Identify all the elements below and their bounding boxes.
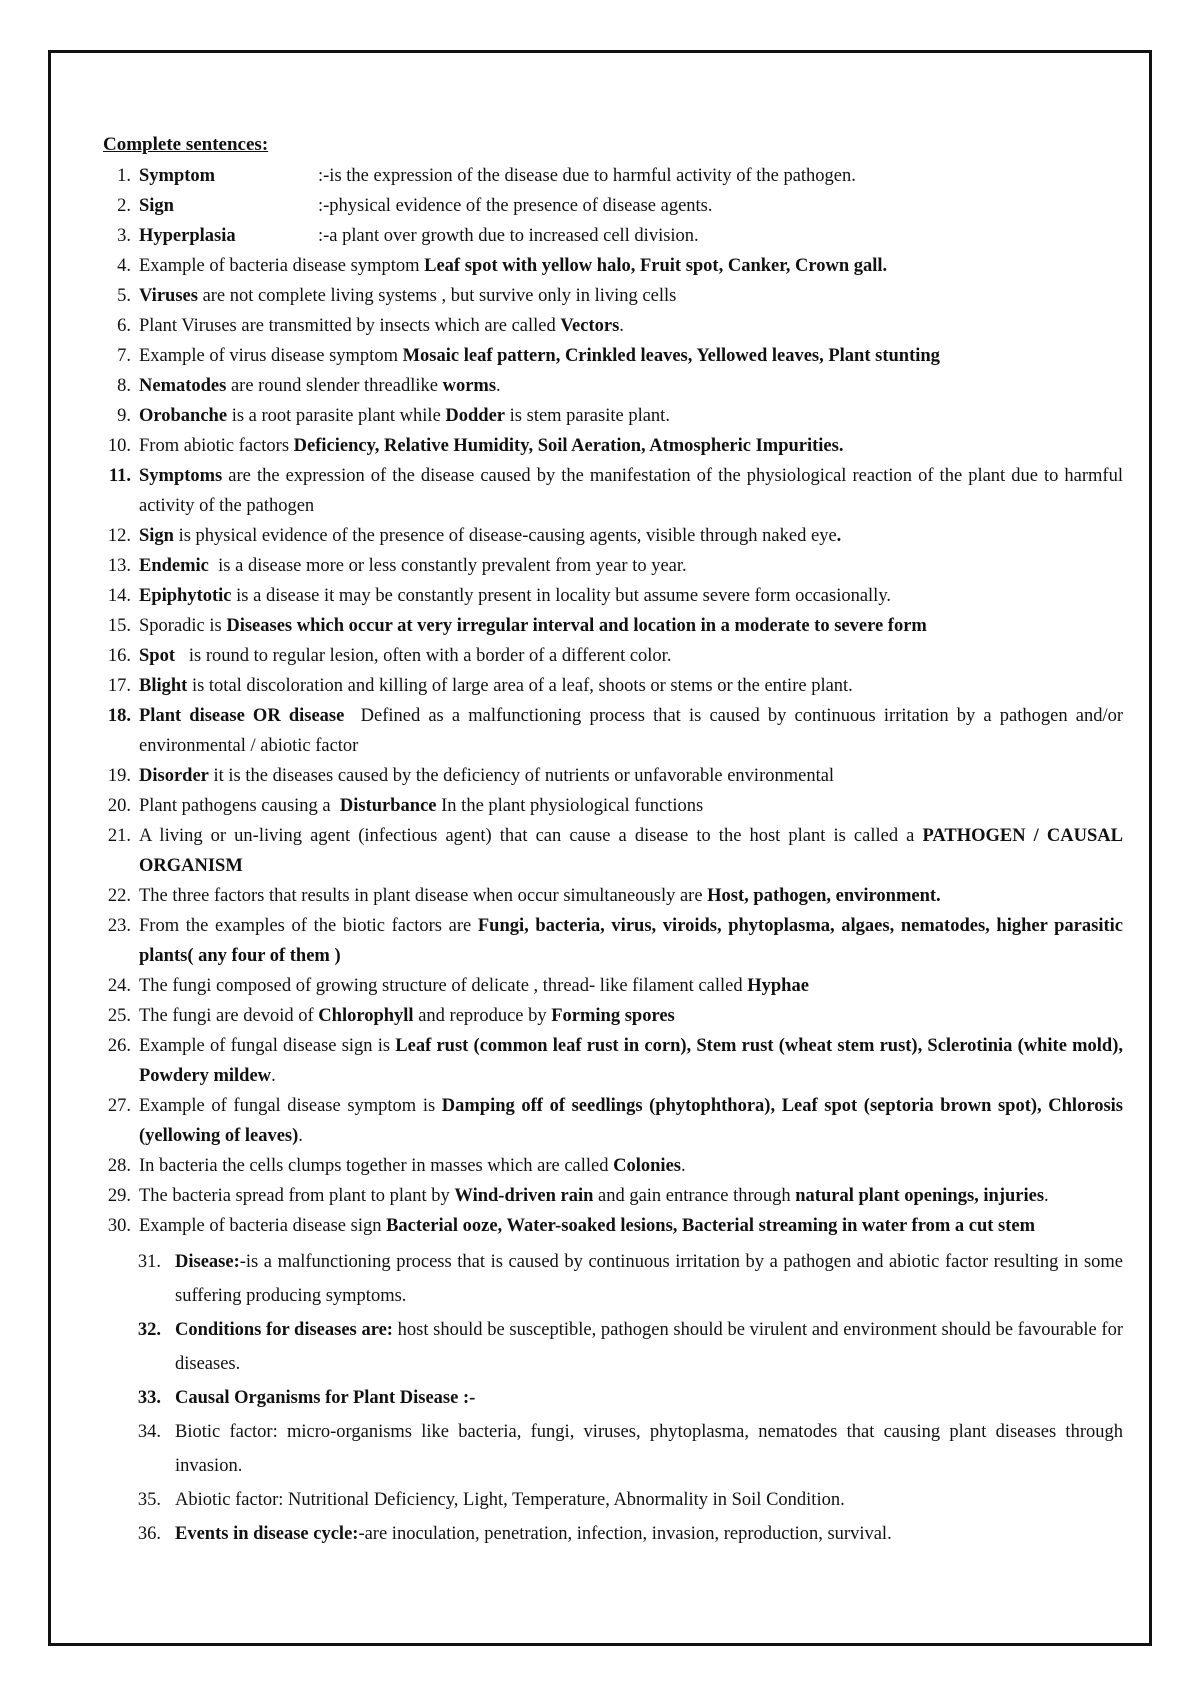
item-text: Example of fungal disease symptom is Damping off of seedlings (phytophthora), Leaf spot (septoria brown spot), Chlorosis (yellowing of leaves). (139, 1096, 1123, 1146)
item-text: Nematodes are round slender threadlike worms. (139, 376, 501, 396)
item-number: 19. (107, 766, 131, 786)
item-text: Blight is total discoloration and killing of large area of a leaf, shoots or stems or the entire plant. (139, 676, 853, 696)
item-text: Spot is round to regular lesion, often with a border of a different color. (139, 646, 672, 666)
item-text: The fungi composed of growing structure of delicate , thread- like filament called Hyphae (139, 976, 809, 996)
list-item (83, 641, 1123, 671)
list-item (83, 761, 1123, 791)
item-number: 1. (117, 166, 131, 186)
item-text: Orobanche is a root parasite plant while Dodder is stem parasite plant. (139, 406, 670, 426)
item-text: In bacteria the cells clumps together in masses which are called Colonies. (139, 1156, 686, 1176)
list-item (83, 1483, 1123, 1517)
list-item (83, 191, 1123, 221)
item-number: 32. (137, 1320, 161, 1340)
item-text: Hyperplasia :-a plant over growth due to increased cell division. (139, 221, 1123, 251)
item-text: Sign is physical evidence of the presence of disease-causing agents, visible through naked eye. (139, 526, 842, 546)
item-number: 25. (107, 1006, 131, 1026)
item-text: Endemic is a disease more or less constantly prevalent from year to year. (139, 556, 687, 576)
item-text: Example of fungal disease sign is Leaf rust (common leaf rust in corn), Stem rust (wheat stem rust), Sclerotinia (white mold), Powdery mildew. (139, 1036, 1123, 1086)
list-item (83, 1031, 1123, 1091)
list-item (83, 821, 1123, 881)
item-number: 36. (137, 1524, 161, 1544)
item-number: 29. (107, 1186, 131, 1206)
list-item (83, 161, 1123, 191)
list-item (83, 581, 1123, 611)
item-text: Sporadic is Diseases which occur at very irregular interval and location in a moderate to severe form (139, 616, 927, 636)
item-number: 3. (117, 226, 131, 246)
list-item (83, 1091, 1123, 1151)
item-text: Example of bacteria disease symptom Leaf spot with yellow halo, Fruit spot, Canker, Crown gall. (139, 256, 888, 276)
item-number: 14. (107, 586, 131, 606)
item-text: Epiphytotic is a disease it may be constantly present in locality but assume severe form occasionally. (139, 586, 892, 606)
item-text: Plant disease OR disease Defined as a malfunctioning process that is caused by continuous irritation by a pathogen and/or environmental / abiotic factor (139, 706, 1123, 756)
list-item (83, 671, 1123, 701)
list-item (83, 1415, 1123, 1483)
term-label: Sign (139, 196, 174, 216)
item-text: A living or un-living agent (infectious agent) that can cause a disease to the host plant is called a PATHOGEN / CAUSAL ORGANISM (139, 826, 1123, 876)
list-item (83, 401, 1123, 431)
list-item (83, 701, 1123, 761)
item-number: 28. (107, 1156, 131, 1176)
item-number: 30. (107, 1216, 131, 1236)
item-text: Example of bacteria disease sign Bacterial ooze, Water-soaked lesions, Bacterial streaming in water from a cut stem (139, 1216, 1036, 1236)
item-text: Example of virus disease symptom Mosaic leaf pattern, Crinkled leaves, Yellowed leaves, Plant stunting (139, 346, 940, 366)
section-heading: Complete sentences: (103, 134, 269, 155)
list-item (83, 551, 1123, 581)
item-text: Symptom :-is the expression of the disease due to harmful activity of the pathogen. (139, 161, 1123, 191)
list-item (83, 461, 1123, 521)
list-item (83, 611, 1123, 641)
item-text: Disorder it is the diseases caused by the deficiency of nutrients or unfavorable environmental (139, 766, 835, 786)
item-number: 20. (107, 796, 131, 816)
item-text: Biotic factor: micro-organisms like bacteria, fungi, viruses, phytoplasma, nematodes that causing plant diseases through invasion. (175, 1422, 1123, 1476)
item-number: 6. (117, 316, 131, 336)
item-text: The bacteria spread from plant to plant by Wind-driven rain and gain entrance through natural plant openings, injuries. (139, 1186, 1049, 1206)
item-text: From the examples of the biotic factors are Fungi, bacteria, virus, viroids, phytoplasma, algaes, nematodes, higher parasitic plants( any four of them ) (139, 916, 1123, 966)
item-number: 7. (117, 346, 131, 366)
list-item (83, 1517, 1123, 1551)
item-number: 10. (107, 436, 131, 456)
item-number: 18. (107, 706, 131, 726)
term-label: Hyperplasia (139, 226, 236, 246)
list-item (83, 911, 1123, 971)
item-number: 12. (107, 526, 131, 546)
list-item (83, 521, 1123, 551)
item-number: 2. (117, 196, 131, 216)
item-number: 13. (107, 556, 131, 576)
item-text: From abiotic factors Deficiency, Relative Humidity, Soil Aeration, Atmospheric Impurities. (139, 436, 844, 456)
item-number: 4. (117, 256, 131, 276)
item-number: 8. (117, 376, 131, 396)
item-text: Abiotic factor: Nutritional Deficiency, Light, Temperature, Abnormality in Soil Condition. (175, 1490, 845, 1510)
item-text: Plant Viruses are transmitted by insects which are called Vectors. (139, 316, 624, 336)
item-number: 9. (117, 406, 131, 426)
item-number: 23. (107, 916, 131, 936)
page-border (48, 50, 1152, 1646)
item-text: Disease:-is a malfunctioning process that is caused by continuous irritation by a pathogen and abiotic factor resulting in some suffering producing symptoms. (175, 1252, 1123, 1306)
list-item (83, 1381, 1123, 1415)
list-item (83, 1211, 1123, 1241)
item-text: The fungi are devoid of Chlorophyll and reproduce by Forming spores (139, 1006, 675, 1026)
item-text: Sign :-physical evidence of the presence of disease agents. (139, 191, 1123, 221)
item-number: 5. (117, 286, 131, 306)
item-number: 21. (107, 826, 131, 846)
item-number: 11. (108, 466, 131, 486)
list-item (83, 1313, 1123, 1381)
item-text: Events in disease cycle:-are inoculation, penetration, infection, invasion, reproduction, survival. (175, 1524, 892, 1544)
list-item (83, 1181, 1123, 1211)
item-text: Viruses are not complete living systems , but survive only in living cells (139, 286, 677, 306)
list-item (83, 371, 1123, 401)
list-item (83, 1001, 1123, 1031)
item-number: 34. (137, 1422, 161, 1442)
item-text: Plant pathogens causing a Disturbance In the plant physiological functions (139, 796, 704, 816)
item-number: 27. (107, 1096, 131, 1116)
list-item (83, 431, 1123, 461)
list-item (83, 341, 1123, 371)
list-item (83, 281, 1123, 311)
list-item (83, 791, 1123, 821)
list-item (83, 1245, 1123, 1313)
list-item (83, 1151, 1123, 1181)
item-number: 26. (107, 1036, 131, 1056)
term-label: Symptom (139, 166, 216, 186)
document-content (83, 133, 1123, 1551)
list-item (83, 311, 1123, 341)
numbered-list-secondary (83, 1245, 1123, 1551)
list-item (83, 221, 1123, 251)
list-item (83, 881, 1123, 911)
list-item (83, 971, 1123, 1001)
item-number: 24. (107, 976, 131, 996)
item-number: 17. (107, 676, 131, 696)
item-text: The three factors that results in plant disease when occur simultaneously are Host, pathogen, environment. (139, 886, 941, 906)
item-number: 31. (137, 1252, 161, 1272)
item-text: Symptoms are the expression of the disease caused by the manifestation of the physiological reaction of the plant due to harmful activity of the pathogen (139, 466, 1123, 516)
list-item (83, 251, 1123, 281)
item-number: 22. (107, 886, 131, 906)
item-number: 15. (107, 616, 131, 636)
numbered-list (83, 161, 1123, 1241)
item-number: 35. (137, 1490, 161, 1510)
item-number: 33. (137, 1388, 161, 1408)
item-text: Conditions for diseases are: host should be susceptible, pathogen should be virulent and environment should be favourable for diseases. (175, 1320, 1123, 1374)
item-text: Causal Organisms for Plant Disease :- (175, 1388, 476, 1408)
item-number: 16. (107, 646, 131, 666)
